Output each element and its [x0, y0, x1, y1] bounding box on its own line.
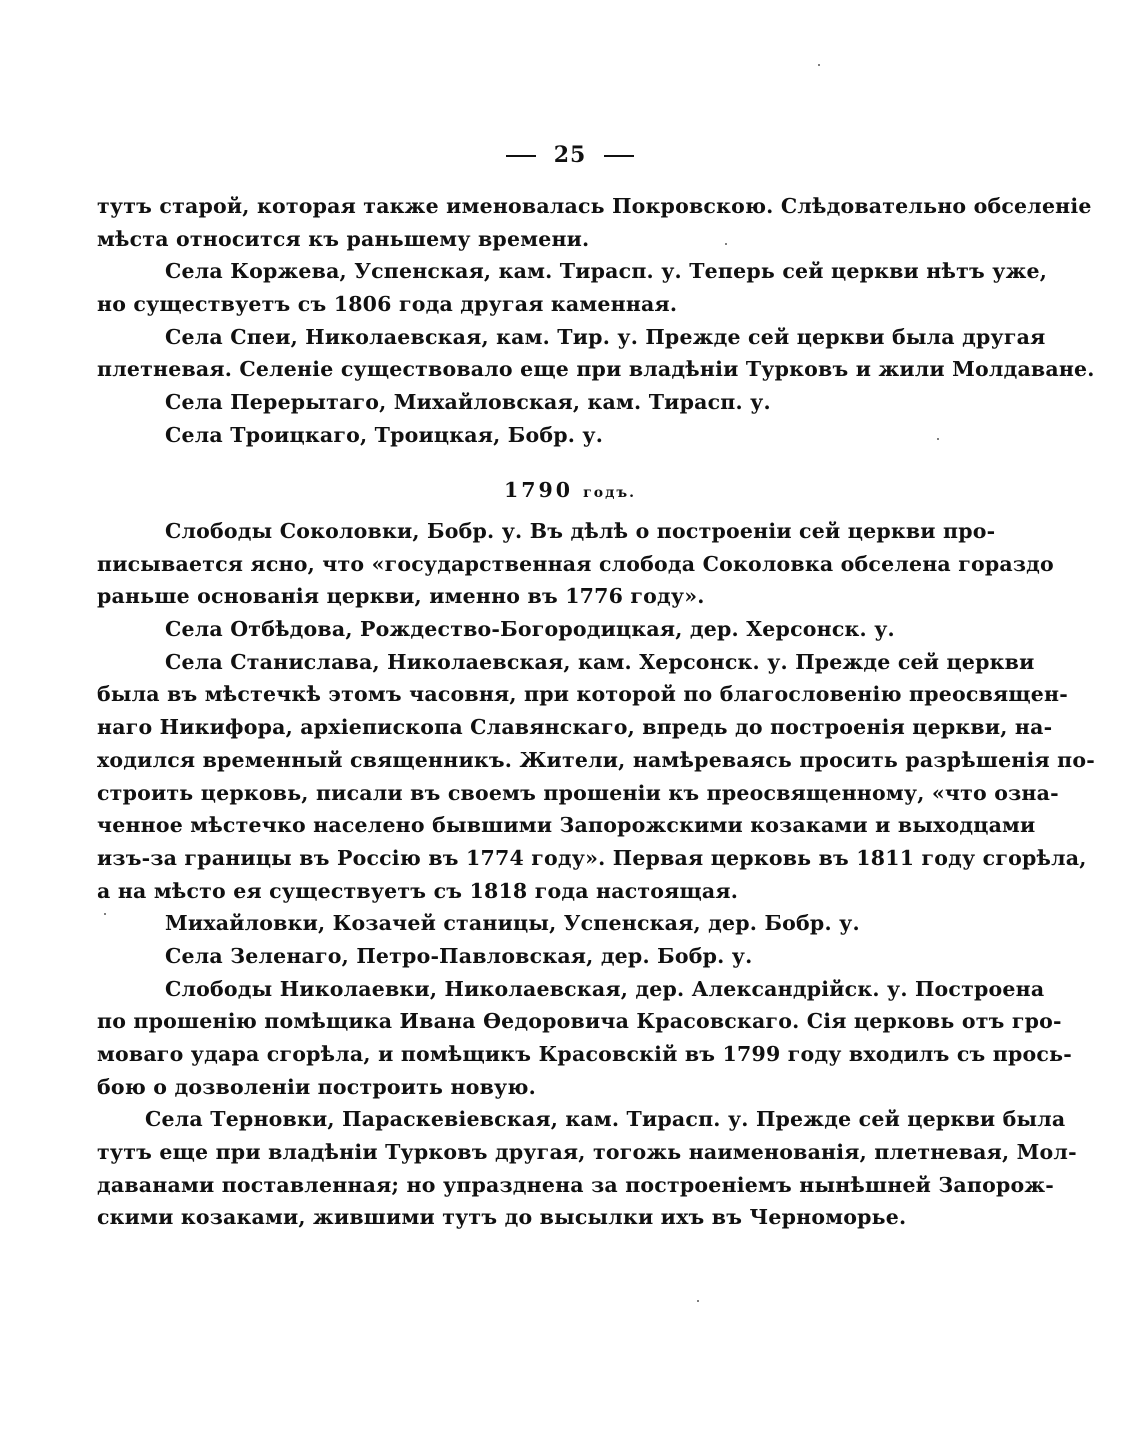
text-block-1	[97, 190, 1095, 452]
text-line: была въ мѣстечкѣ этомъ часовня, при которой по благословенію преосвящен-	[97, 682, 1068, 707]
text-line: бою о дозволеніи построить новую.	[97, 1074, 536, 1099]
text-line: Села Спеи, Николаевская, кам. Тир. у. Прежде сей церкви была другая	[165, 324, 1046, 349]
page-number: 25	[553, 142, 587, 168]
text-line: тутъ старой, которая также именовалась Покровскою. Слѣдовательно обселеніе	[97, 194, 1092, 218]
text-line: мѣста относится къ раньшему времени.	[97, 226, 590, 251]
scan-speck	[937, 438, 939, 440]
text-line: Села Перерытаго, Михайловская, кам. Тирасп. у.	[165, 390, 771, 415]
text-line: ченное мѣстечко населено бывшими Запорожскими козаками и выходцами	[97, 813, 1036, 838]
text-line: скими козаками, жившими тутъ до высылки ихъ въ Черноморье.	[97, 1205, 907, 1230]
scan-speck	[725, 243, 727, 245]
text-line: Села Отбѣдова, Рождество-Богородицкая, дер. Херсонск. у.	[165, 617, 895, 642]
section-heading-1790	[0, 478, 1140, 502]
text-line: моваго удара сгорѣла, и помѣщикъ Красовскій въ 1799 году входилъ съ прось-	[97, 1042, 1072, 1066]
text-line: изъ-за границы въ Россію въ 1774 году». Первая церковь въ 1811 году сгорѣла,	[97, 845, 1087, 870]
text-line: строить церковь, писали въ своемъ прошеніи къ преосвященному, «что озна-	[97, 780, 1059, 805]
text-line: по прошенію помѣщика Ивана Ѳедоровича Красовскаго. Сія церковь отъ гро-	[97, 1009, 1062, 1034]
scan-speck	[697, 1300, 699, 1302]
text-line: но существуетъ съ 1806 года другая каменная.	[97, 292, 678, 317]
text-line: писывается ясно, что «государственная слобода Соколовка обселена гораздо	[97, 551, 1054, 576]
text-line: Слободы Николаевки, Николаевская, дер. Александрійск. у. Построена	[165, 976, 1045, 1001]
text-line: Села Терновки, Параскевіевская, кам. Тирасп. у. Прежде сей церкви была	[145, 1107, 1066, 1132]
section-year: 1790	[503, 478, 574, 502]
header-dash-left	[506, 155, 536, 157]
section-year-word: годъ.	[583, 485, 637, 501]
text-line: Села Коржева, Успенская, кам. Тирасп. у. Теперь сей церкви нѣтъ уже,	[165, 259, 1048, 284]
text-line: а на мѣсто ея существуетъ съ 1818 года настоящая.	[97, 878, 739, 903]
text-line: Слободы Соколовки, Бобр. у. Въ дѣлѣ о построеніи сей церкви про-	[165, 519, 996, 543]
text-line: Села Зеленаго, Петро-Павловская, дер. Бобр. у.	[165, 943, 753, 968]
text-block-2	[97, 515, 1095, 1234]
scan-speck	[818, 64, 820, 66]
text-line: наго Никифора, архіепископа Славянскаго, впредь до построенія церкви, на-	[97, 715, 1053, 740]
page-header	[0, 142, 1140, 168]
header-dash-right	[604, 155, 634, 157]
text-line: Села Станислава, Николаевская, кам. Херсонск. у. Прежде сей церкви	[165, 649, 1035, 674]
text-line: Михайловки, Козачей станицы, Успенская, дер. Бобр. у.	[165, 911, 860, 936]
scan-speck	[104, 913, 106, 915]
text-line: ходился временный священникъ. Жители, намѣреваясь просить разрѣшенія по-	[97, 747, 1095, 772]
text-line: тутъ еще при владѣніи Турковъ другая, тогожь наименованія, плетневая, Мол-	[97, 1140, 1077, 1165]
text-line: раньше основанія церкви, именно въ 1776 году».	[97, 584, 705, 609]
text-line: плетневая. Селеніе существовало еще при владѣніи Турковъ и жили Молдаване.	[97, 357, 1095, 382]
text-line: даванами поставленная; но упразднена за построеніемъ нынѣшней Запорож-	[97, 1172, 1054, 1197]
text-line: Села Троицкаго, Троицкая, Бобр. у.	[165, 422, 604, 447]
